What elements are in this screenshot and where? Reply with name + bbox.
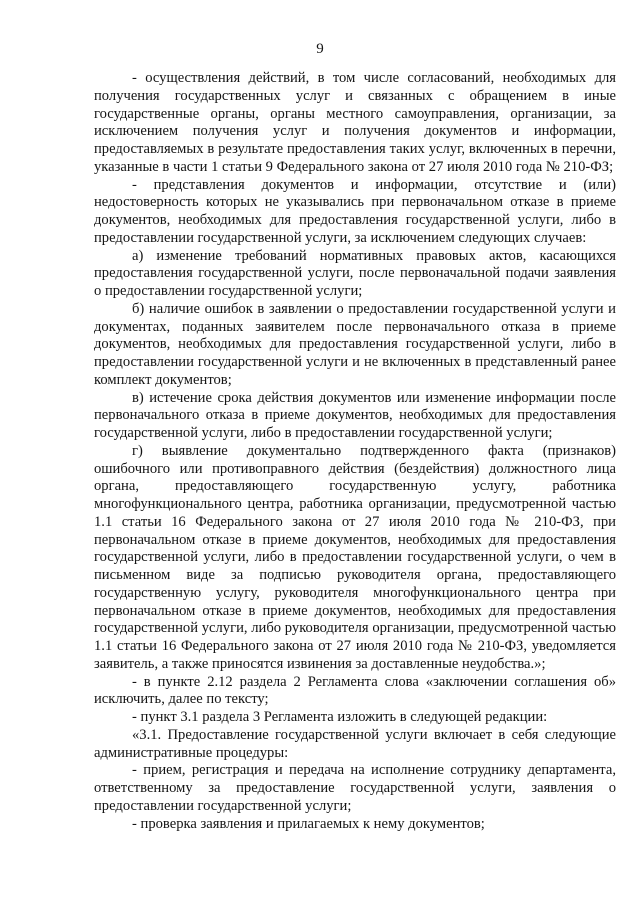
paragraph: б) наличие ошибок в заявлении о предоставлении государственной услуги и документах, поданных заявителем после первоначального отказа в приеме документов, необходимых для предоставления государственной услуги, либо в предоставлении государственной услуги и не включенных в представленный ранее комплект документов; — [94, 300, 616, 388]
paragraph: - пункт 3.1 раздела 3 Регламента изложить в следующей редакции: — [132, 709, 548, 725]
paragraph: - в пункте 2.12 раздела 2 Регламента слова «заключении соглашения об» исключить, далее по тексту; — [94, 673, 616, 708]
paragraph: г) выявление документально подтвержденного факта (признаков) ошибочного или противоправного действия (бездействия) должностного лица органа, предоставляющего государственную услугу, работника многофункционального центра, работника организации, предусмотренной частью 1.1 статьи 16 Федерального закона от 27 июля 2010 года № 210-ФЗ, при первоначальном отказе в приеме документов, необходимых для предоставления государственной услуги, либо в предоставлении государственной услуги, о чем в письменном виде за подписью руководителя органа, предоставляющего государственную услугу, руководителя многофункционального центра при первоначальном отказе в приеме документов, необходимых для предоставления государственной услуги, либо руководителя организации, предусмотренной частью 1.1 статьи 16 Федерального закона от 27 июля 2010 года № 210-ФЗ, уведомляется заявитель, а также приносятся извинения за доставленные неудобства.»; — [94, 442, 616, 672]
paragraph: - осуществления действий, в том числе согласований, необходимых для получения государственных услуг и связанных с обращением в иные государственные органы, органы местного самоуправления, организации, за исключением получения услуг и получения документов и информации, предоставляемых в результате предоставления таких услуг, включенных в перечни, указанные в части 1 статьи 9 Федерального закона от 27 июля 2010 года № 210-ФЗ; — [94, 70, 616, 175]
paragraph: - представления документов и информации, отсутствие и (или) недостоверность которых не указывались при первоначальном отказе в приеме документов, необходимых для предоставления государственной услуги, либо в предоставлении государственной услуги, за исключением следующих случаев: — [94, 176, 616, 246]
paragraph: в) истечение срока действия документов или изменение информации после первоначального отказа в приеме документов, необходимых для предоставления государственной услуги, либо в предоставлении государственной услуги; — [94, 389, 616, 441]
page-number: 9 — [316, 41, 324, 57]
paragraph: а) изменение требований нормативных правовых актов, касающихся предоставления государственной услуги, после первоначальной подачи заявления о предоставлении государственной услуги; — [94, 247, 616, 299]
document-body — [94, 70, 616, 833]
paragraph: - проверка заявления и прилагаемых к нему документов; — [132, 815, 485, 832]
paragraph: - прием, регистрация и передача на исполнение сотруднику департамента, ответственному за предоставление государственной услуги, заявления о предоставлении государственной услуги; — [94, 762, 616, 814]
paragraph: «3.1. Предоставление государственной услуги включает в себя следующие административные процедуры: — [94, 726, 616, 761]
